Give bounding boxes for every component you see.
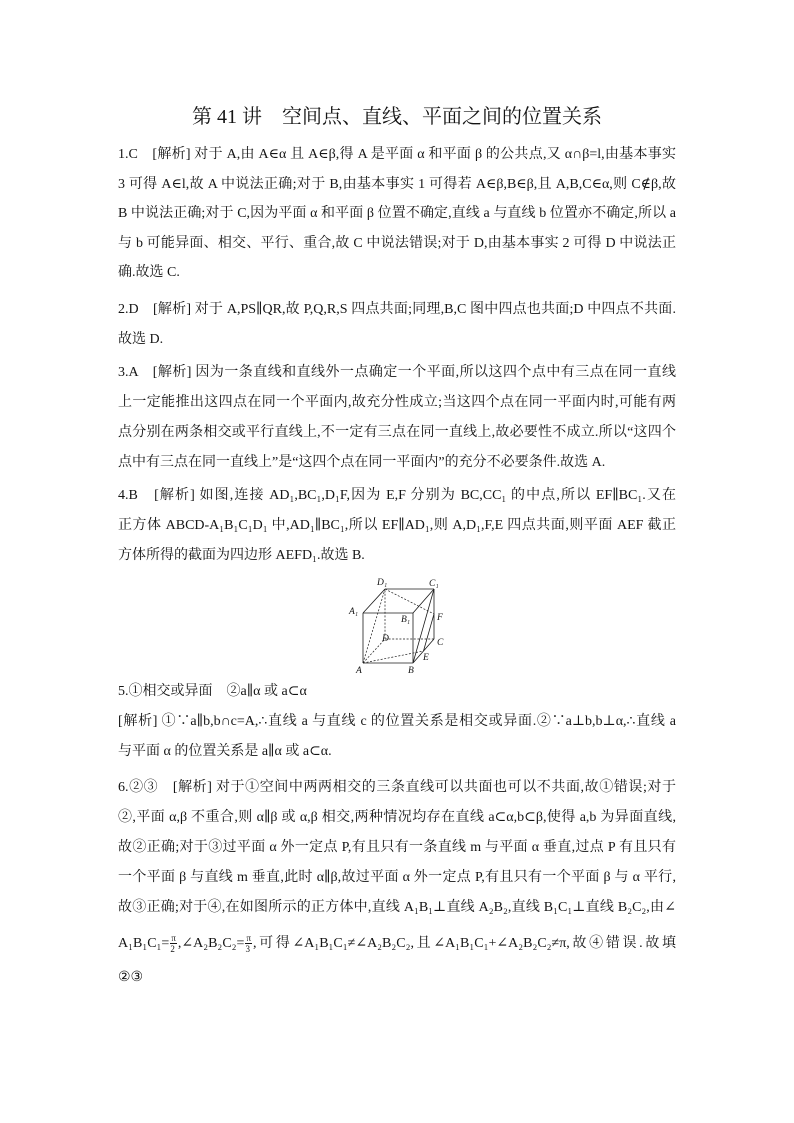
q2-line-1: 2.D [解析] 对于 A,PS∥QR,故 P,Q,R,S 四点共面;同理,B,C 图中四点也共面;D 中四点不共面.	[118, 302, 676, 317]
q3-line-1: 3.A [解析] 因为一条直线和直线外一点确定一个平面,所以这四个点中有三点在同一直线	[118, 365, 676, 380]
q3-line-2: 上一定能推出这四点在同一个平面内,故充分性成立;当这四个点在同一平面内时,可能有两	[118, 395, 676, 410]
fraction-numerator: π	[246, 933, 251, 944]
label-d: D	[382, 634, 389, 644]
q4-line-1: 4.B [解析] 如图,连接 AD₁,BC₁,D₁F,因为 E,F 分别为 BC,CC₁ 的中点,所以 EF∥BC₁.又在	[118, 488, 676, 503]
q6-line-6-post: ,可得∠A₁B₁C₁≠∠A₂B₂C₂,且∠A₁B₁C₁+∠A₂B₂C₂≠π,故④错误.故填	[252, 936, 676, 951]
q5-line-2: [解析] ①∵a∥b,b∩c=A,∴直线 a 与直线 c 的位置关系是相交或异面.②∵a⊥b,b⊥α,∴直线 a	[118, 714, 676, 729]
label-c: C	[437, 638, 444, 648]
q6-line-5: 故③正确;对于④,在如图所示的正方体中,直线 A₁B₁⊥直线 A₂B₂,直线 B₁C₁⊥直线 B₂C₂,由∠	[118, 900, 676, 915]
q6-line-3: 故②正确;对于③过平面 α 外一定点 P,有且只有一条直线 m 与平面 α 垂直,过点 P 有且只有	[118, 840, 676, 855]
label-a: A	[356, 666, 362, 676]
q1-line-2: 3 可得 A∈l,故 A 中说法正确;对于 B,由基本事实 1 可得若 A∈β,B∈β,且 A,B,C∈α,则 C∉β,故	[118, 177, 676, 192]
q1-line-3: B 中说法正确;对于 C,因为平面 α 和平面 β 位置不确定,直线 a 与直线 b 位置亦不确定,所以 a	[118, 206, 676, 221]
cube-figure	[340, 574, 450, 680]
q5-line-3: 与平面 α 的位置关系是 a∥α 或 a⊂α.	[118, 744, 332, 759]
fraction-pi-over-3	[245, 933, 252, 954]
q3-line-3: 点分别在两条相交或平行直线上,不一定有三点在同一直线上,故必要性不成立.所以“这四个	[118, 425, 676, 440]
q6-line-6	[118, 931, 676, 957]
label-c1: C₁	[429, 579, 439, 589]
label-b1: B₁	[401, 615, 411, 625]
label-d1: D₁	[377, 578, 388, 588]
label-f: F	[437, 613, 443, 623]
segment-d1f	[385, 589, 434, 614]
q6-line-6-mid: ,∠A₂B₂C₂=	[177, 936, 245, 951]
label-b: B	[408, 666, 414, 676]
q5-line-1: 5.①相交或异面 ②a∥α 或 a⊂α	[118, 684, 307, 699]
fraction-denominator: 2	[170, 944, 175, 955]
q1-line-1: 1.C [解析] 对于 A,由 A∈α 且 A∈β,得 A 是平面 α 和平面 β 的公共点,又 α∩β=l,由基本事实	[118, 147, 676, 162]
fraction-denominator: 3	[245, 944, 250, 955]
q6-line-1: 6.②③ [解析] 对于①空间中两两相交的三条直线可以共面也可以不共面,故①错误;对于	[118, 780, 676, 795]
label-e: E	[423, 653, 429, 663]
q6-line-2: ②,平面 α,β 不重合,则 α∥β 或 α,β 相交,两种情况均存在直线 a⊂α,b⊂β,使得 a,b 为异面直线,	[118, 810, 676, 825]
segment-ad1	[363, 589, 385, 663]
fraction-numerator: π	[171, 933, 176, 944]
edge-d1a1	[363, 589, 385, 613]
fraction-pi-over-2	[170, 933, 177, 954]
q4-line-3: 方体所得的截面为四边形 AEFD₁.故选 B.	[118, 548, 365, 563]
q3-line-4: 点中有三点在同一直线上”是“这四个点在同一平面内”的充分不必要条件.故选 A.	[118, 455, 606, 470]
q1-line-5: 确.故选 C.	[118, 265, 180, 280]
q1-line-4: 与 b 可能异面、相交、平行、重合,故 C 中说法错误;对于 D,由基本事实 2 可得 D 中说法正	[118, 236, 676, 251]
q2-line-2: 故选 D.	[118, 332, 164, 347]
q4-line-2: 正方体 ABCD-A₁B₁C₁D₁ 中,AD₁∥BC₁,所以 EF∥AD₁,则 A,D₁,F,E 四点共面,则平面 AEF 截正	[118, 518, 676, 533]
q6-line-4: 一个平面 β 与直线 m 垂直,此时 α∥β,故过平面 α 外一定点 P,有且只有一个平面 β 与 α 平行,	[118, 870, 676, 885]
q6-line-7: ②③	[118, 970, 144, 985]
label-a1: A₁	[349, 607, 359, 617]
q6-line-6-pre: A₁B₁C₁=	[118, 936, 170, 951]
page-title: 第 41 讲 空间点、直线、平面之间的位置关系	[192, 106, 602, 128]
